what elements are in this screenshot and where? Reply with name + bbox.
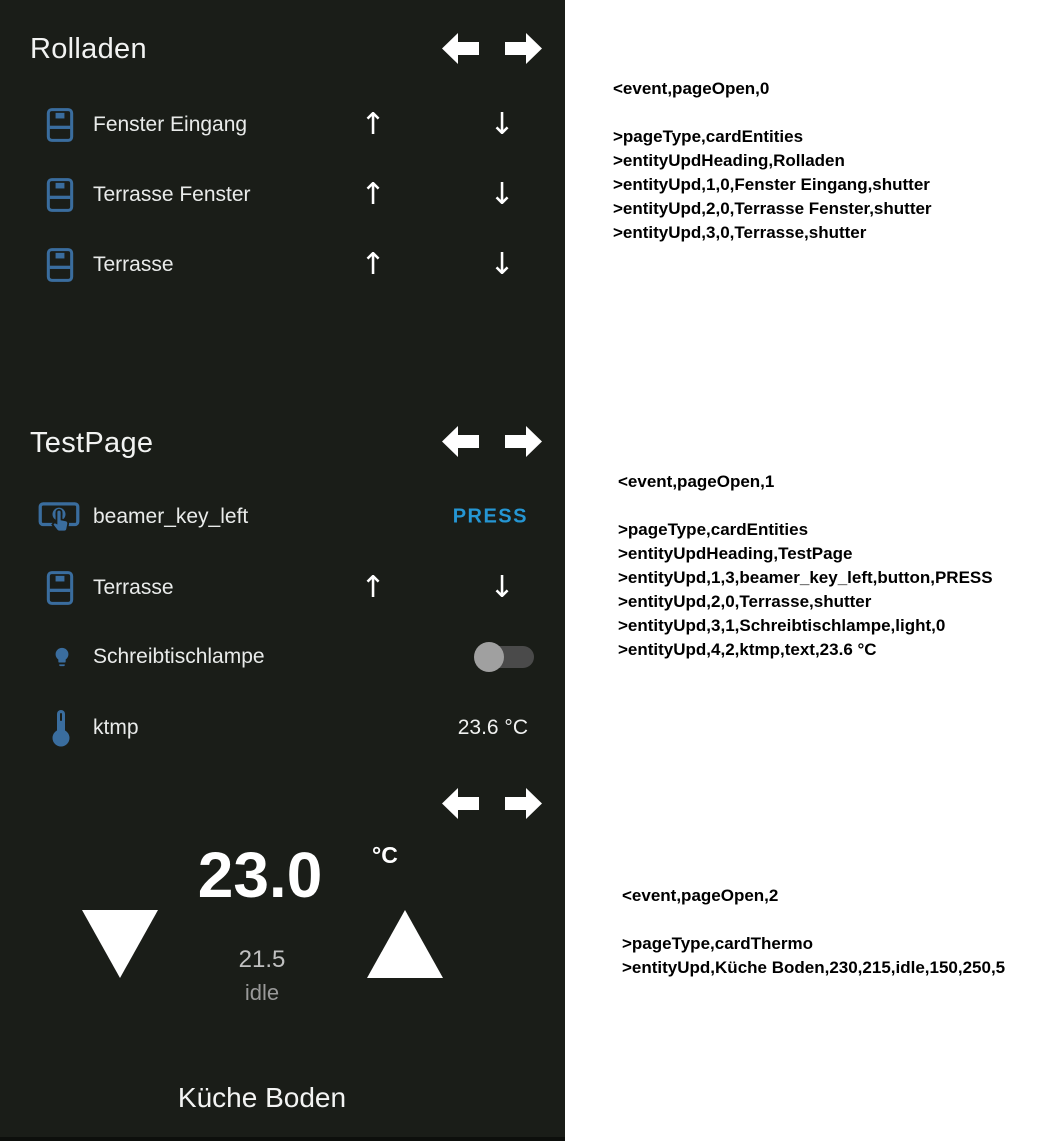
log-line: <event,pageOpen,0 xyxy=(613,79,770,98)
log-line: >entityUpd,3,1,Schreibtischlampe,light,0 xyxy=(618,616,946,635)
log-block-page2 xyxy=(622,884,1005,980)
hvac-state: idle xyxy=(244,980,280,1005)
temp-up-button[interactable] xyxy=(367,910,443,983)
shutter-up-button[interactable] xyxy=(360,247,386,282)
log-line xyxy=(622,908,1005,932)
entity-row xyxy=(0,635,565,679)
panel-bottom-strip xyxy=(0,1137,565,1141)
entity-row xyxy=(0,495,565,539)
card-rolladen xyxy=(0,0,565,410)
log-line: >entityUpd,2,0,Terrasse Fenster,shutter xyxy=(613,199,932,218)
log-line: >entityUpd,1,0,Fenster Eingang,shutter xyxy=(613,175,930,194)
nav-prev-button[interactable] xyxy=(442,33,479,64)
shutter-up-button[interactable] xyxy=(360,570,386,605)
log-line: >entityUpd,2,0,Terrasse,shutter xyxy=(618,592,872,611)
current-temp: 23.0 xyxy=(197,839,323,911)
entity-row xyxy=(0,706,565,750)
target-temp: 21.5 xyxy=(238,946,286,973)
nav-next-button[interactable] xyxy=(505,788,542,819)
arrow-up-icon: ↑ xyxy=(360,247,386,282)
shutter-icon xyxy=(46,247,74,288)
log-line: <event,pageOpen,1 xyxy=(618,472,775,491)
log-block-page1 xyxy=(618,470,993,662)
temp-unit: °C xyxy=(372,842,398,868)
thermometer-icon xyxy=(52,708,70,753)
nav-prev-icon xyxy=(442,788,479,819)
entity-label: Schreibtischlampe xyxy=(93,645,265,668)
shutter-down-button[interactable] xyxy=(489,107,515,142)
arrow-down-icon: ↓ xyxy=(489,570,515,605)
entity-row xyxy=(0,566,565,610)
log-line: >entityUpdHeading,Rolladen xyxy=(613,151,845,170)
log-line: >pageType,cardEntities xyxy=(613,127,804,146)
toggle-knob xyxy=(474,642,504,672)
log-line xyxy=(618,494,993,518)
press-button[interactable]: PRESS xyxy=(452,505,528,528)
arrow-up-icon: ↑ xyxy=(360,107,386,142)
log-line: >pageType,cardEntities xyxy=(618,520,809,539)
card-testpage xyxy=(0,410,565,770)
tap-button-icon xyxy=(38,500,80,539)
log-line xyxy=(613,101,932,125)
nav-next-icon xyxy=(505,426,542,457)
log-line: >entityUpd,1,3,beamer_key_left,button,PRESS xyxy=(618,568,993,587)
nav-next-button[interactable] xyxy=(505,33,542,64)
nav-prev-icon xyxy=(442,33,479,64)
light-toggle[interactable] xyxy=(474,642,534,672)
arrow-down-icon: ↓ xyxy=(489,107,515,142)
shutter-icon xyxy=(46,177,74,218)
nav-prev-button[interactable] xyxy=(442,426,479,457)
lightbulb-icon xyxy=(51,640,73,679)
shutter-down-button[interactable] xyxy=(489,247,515,282)
shutter-icon xyxy=(46,570,74,611)
log-line: <event,pageOpen,2 xyxy=(622,886,779,905)
entity-row xyxy=(0,103,565,147)
entity-label: Fenster Eingang xyxy=(93,113,248,136)
triangle-up-icon xyxy=(367,910,443,978)
triangle-down-icon xyxy=(82,910,158,978)
log-line: >entityUpd,3,0,Terrasse,shutter xyxy=(613,223,867,242)
shutter-icon xyxy=(46,107,74,148)
temp-down-button[interactable] xyxy=(82,910,158,983)
log-line: >pageType,cardThermo xyxy=(622,934,813,953)
arrow-up-icon: ↑ xyxy=(360,570,386,605)
entity-label: ktmp xyxy=(93,716,139,739)
log-block-page0 xyxy=(613,77,932,245)
entity-label: beamer_key_left xyxy=(93,505,249,528)
temperature-value: 23.6 °C xyxy=(457,716,528,739)
nav-next-icon xyxy=(505,788,542,819)
arrow-down-icon: ↓ xyxy=(489,247,515,282)
entity-label: Terrasse xyxy=(93,253,174,276)
entity-row xyxy=(0,243,565,287)
thermo-name: Küche Boden xyxy=(177,1082,347,1113)
log-line: >entityUpd,Küche Boden,230,215,idle,150,250,5 xyxy=(622,958,1006,977)
nav-prev-icon xyxy=(442,426,479,457)
page-title: Rolladen xyxy=(30,33,147,65)
log-line: >entityUpd,4,2,ktmp,text,23.6 °C xyxy=(618,640,877,659)
nav-prev-button[interactable] xyxy=(442,788,479,819)
page-title: TestPage xyxy=(30,427,154,459)
nav-next-icon xyxy=(505,33,542,64)
shutter-down-button[interactable] xyxy=(489,177,515,212)
card-thermo xyxy=(0,770,565,1141)
nav-next-button[interactable] xyxy=(505,426,542,457)
log-line: >entityUpdHeading,TestPage xyxy=(618,544,853,563)
shutter-down-button[interactable] xyxy=(489,570,515,605)
entity-row xyxy=(0,173,565,217)
arrow-up-icon: ↑ xyxy=(360,177,386,212)
arrow-down-icon: ↓ xyxy=(489,177,515,212)
entity-label: Terrasse xyxy=(93,576,174,599)
entity-label: Terrasse Fenster xyxy=(93,183,251,206)
shutter-up-button[interactable] xyxy=(360,107,386,142)
shutter-up-button[interactable] xyxy=(360,177,386,212)
